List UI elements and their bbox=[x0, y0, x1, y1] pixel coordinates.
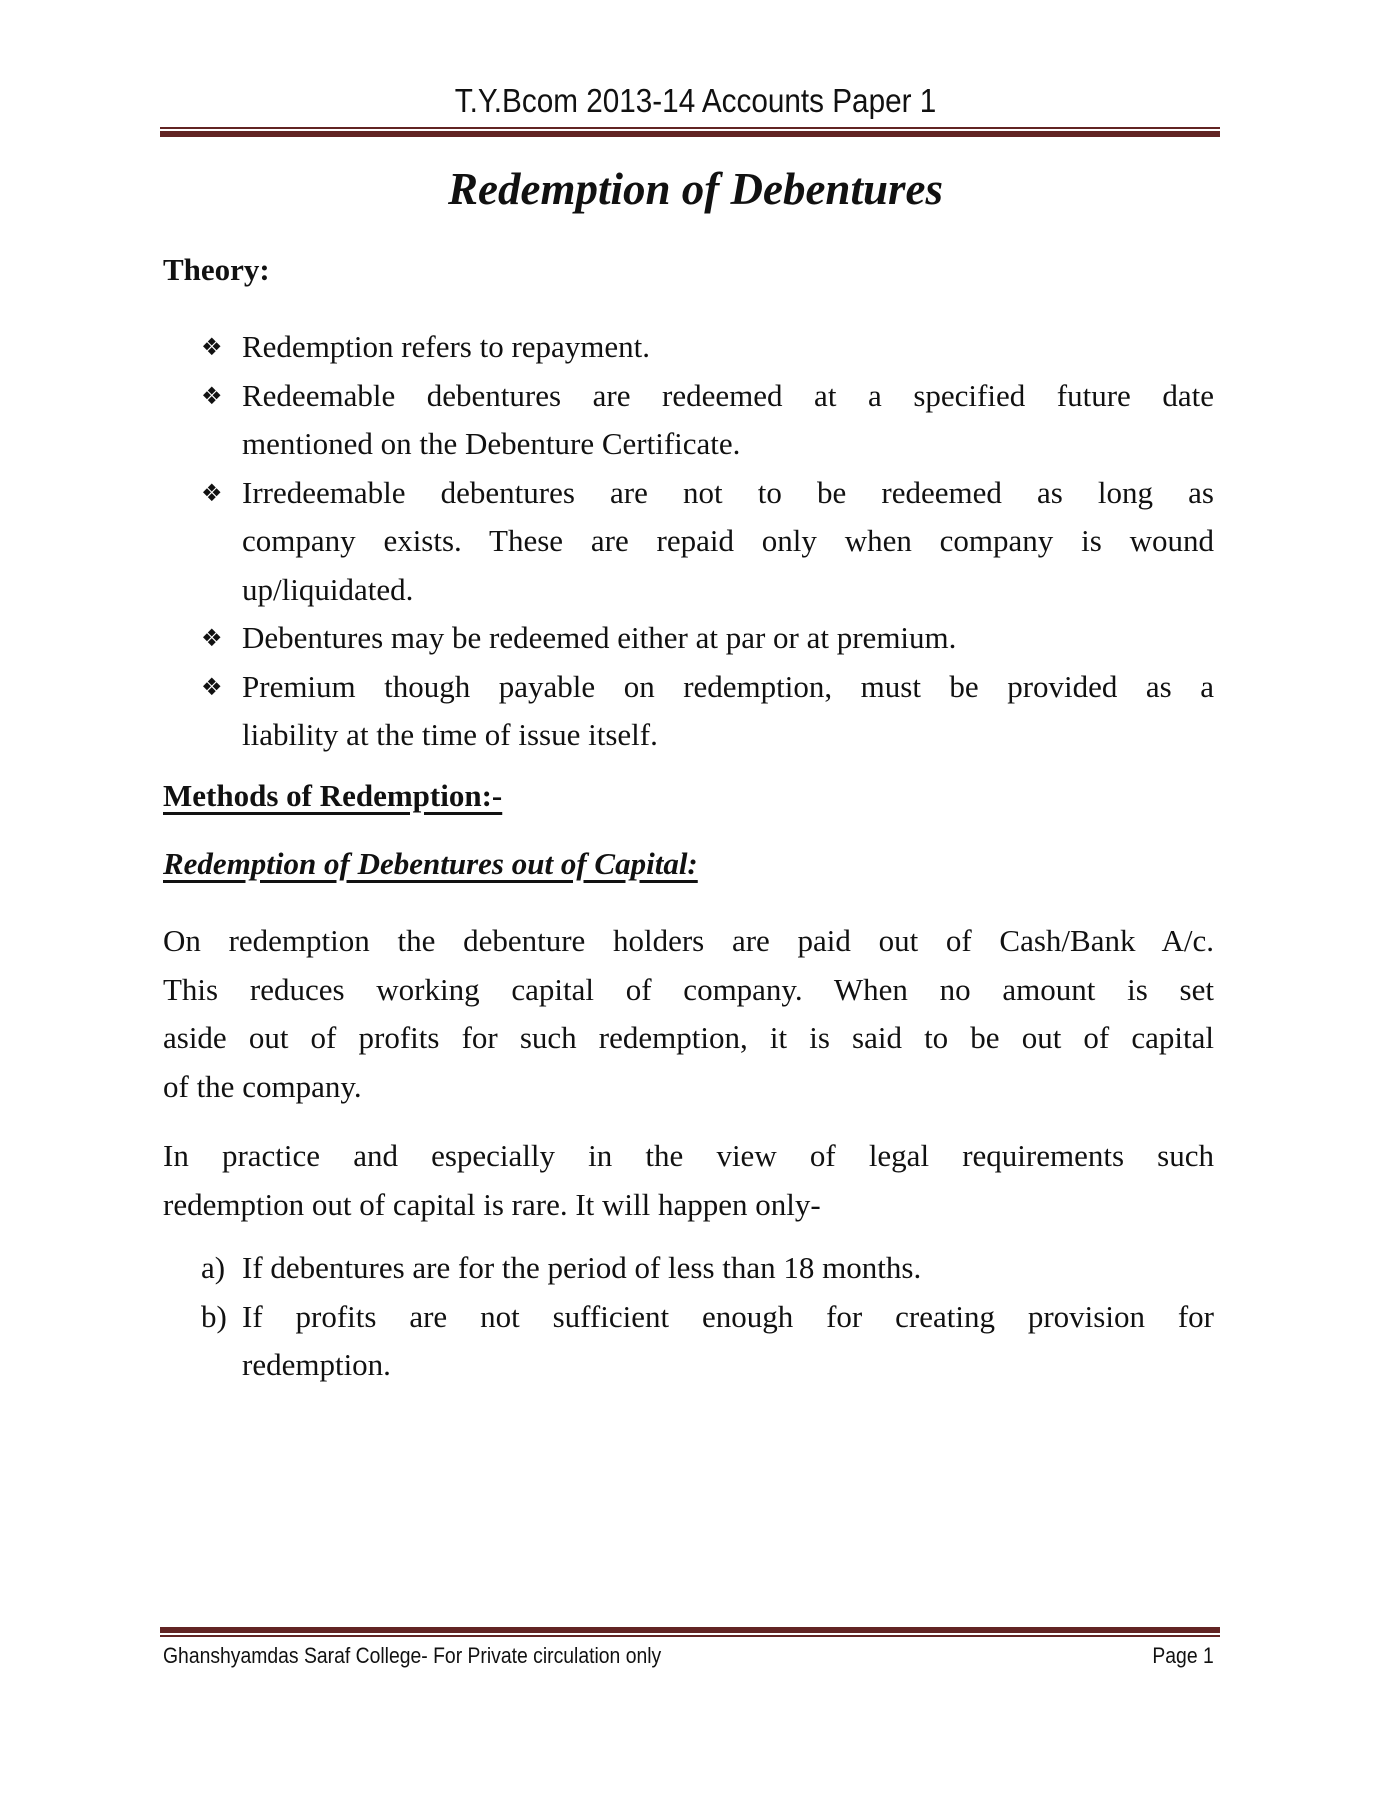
diamond-bullet-icon: ❖ bbox=[201, 333, 223, 361]
condition-label: b) bbox=[201, 1298, 227, 1334]
theory-item-line: up/liquidated. bbox=[242, 571, 414, 607]
footer-page-number: Page 1 bbox=[1152, 1643, 1214, 1668]
theory-item-line: Premium though payable on redemption, must be provided as a bbox=[242, 668, 1214, 704]
paragraph-practice bbox=[163, 1132, 1214, 1229]
condition-item bbox=[163, 1293, 1214, 1390]
theory-item-line: company exists. These are repaid only when company is wound bbox=[242, 523, 1214, 558]
methods-heading: Methods of Redemption:- bbox=[163, 778, 503, 813]
condition-item bbox=[163, 1244, 1214, 1293]
conditions-list bbox=[163, 1244, 1214, 1390]
theory-item-text: Redemption refers to repayment. bbox=[242, 329, 651, 364]
theory-item bbox=[163, 469, 1214, 615]
footer-rule-thick bbox=[160, 1627, 1220, 1633]
paragraph-line: In practice and especially in the view of legal requirements such bbox=[163, 1138, 1214, 1173]
theory-list bbox=[163, 323, 1214, 760]
diamond-bullet-icon: ❖ bbox=[201, 672, 223, 701]
page-title: Redemption of Debentures bbox=[448, 164, 943, 214]
diamond-bullet-icon: ❖ bbox=[201, 624, 223, 652]
theory-item bbox=[163, 372, 1214, 469]
paragraph-line: of the company. bbox=[163, 1068, 362, 1104]
condition-line: redemption. bbox=[242, 1347, 391, 1382]
footer-rule-thin bbox=[160, 1635, 1220, 1637]
paragraph-line: redemption out of capital is rare. It will happen only- bbox=[163, 1186, 821, 1222]
diamond-bullet-icon: ❖ bbox=[201, 381, 223, 410]
paragraph-line: This reduces working capital of company. When no amount is set bbox=[163, 971, 1214, 1007]
theory-item bbox=[163, 614, 1214, 663]
header-rule-thick bbox=[160, 131, 1220, 137]
theory-item bbox=[163, 663, 1214, 760]
footer-college-note: Ghanshyamdas Saraf College- For Private circulation only bbox=[163, 1643, 662, 1668]
theory-item-line: Redeemable debentures are redeemed at a specified future date bbox=[242, 377, 1214, 413]
theory-item-text: Debentures may be redeemed either at par or at premium. bbox=[242, 620, 957, 655]
condition-line: If profits are not sufficient enough for creating provision for bbox=[242, 1298, 1214, 1334]
diamond-bullet-icon: ❖ bbox=[201, 478, 223, 507]
paragraph-line: aside out of profits for such redemption, it is said to be out of capital bbox=[163, 1020, 1214, 1055]
condition-label: a) bbox=[201, 1250, 226, 1285]
theory-item-line: liability at the time of issue itself. bbox=[242, 717, 658, 752]
theory-item-line: mentioned on the Debenture Certificate. bbox=[242, 426, 741, 461]
running-header: T.Y.Bcom 2013-14 Accounts Paper 1 bbox=[454, 82, 937, 119]
capital-subheading: Redemption of Debentures out of Capital: bbox=[163, 846, 698, 881]
theory-item-line: Irredeemable debentures are not to be redeemed as long as bbox=[242, 474, 1214, 510]
theory-item bbox=[163, 323, 1214, 372]
header-rule-thin bbox=[160, 127, 1220, 129]
paragraph-line: On redemption the debenture holders are paid out of Cash/Bank A/c. bbox=[163, 923, 1214, 958]
paragraph-capital-redemption bbox=[163, 917, 1214, 1111]
condition-line: If debentures are for the period of less than 18 months. bbox=[242, 1250, 922, 1285]
theory-heading: Theory: bbox=[163, 252, 270, 287]
